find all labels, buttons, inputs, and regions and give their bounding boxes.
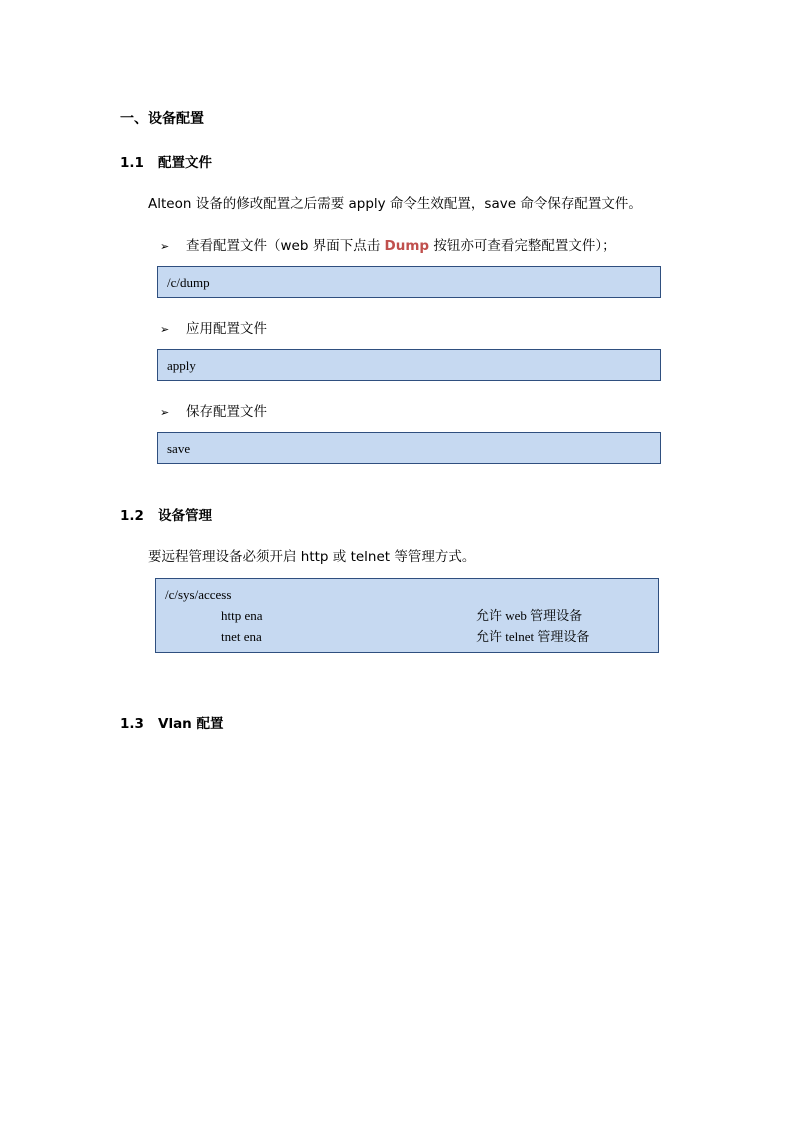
bullet-text: 应用配置文件 — [186, 321, 267, 337]
section-number: 1.1 — [120, 155, 144, 171]
code-comment: 允许 telnet 管理设备 — [476, 629, 590, 644]
bullet-suffix: 按钮亦可查看完整配置文件）； — [429, 238, 616, 254]
code-comment: 允许 web 管理设备 — [476, 608, 583, 623]
bullet-save-config — [160, 400, 267, 420]
arrow-bullet-icon: ➢ — [160, 406, 170, 419]
arrow-bullet-icon: ➢ — [160, 240, 170, 253]
section-title: Vlan 配置 — [158, 716, 224, 732]
code-box-apply — [157, 349, 661, 381]
bullet-view-config — [160, 234, 616, 254]
code-box-save — [157, 432, 661, 464]
section-number: 1.3 — [120, 716, 144, 732]
arrow-bullet-icon: ➢ — [160, 323, 170, 336]
intro-paragraph-1-2: 要远程管理设备必须开启 http 或 telnet 等管理方式。 — [148, 549, 476, 565]
section-title: 设备管理 — [158, 508, 212, 524]
code-line: apply — [167, 358, 196, 373]
dump-keyword: Dump — [384, 238, 430, 254]
section-1-2-heading — [120, 504, 212, 524]
code-path: /c/sys/access — [165, 587, 232, 602]
bullet-text: 保存配置文件 — [186, 404, 267, 420]
section-number: 1.2 — [120, 508, 144, 524]
heading-device-config: 一、设备配置 — [120, 111, 204, 127]
bullet-apply-config — [160, 317, 267, 337]
code-line: /c/dump — [167, 275, 210, 290]
section-1-3-heading — [120, 712, 224, 732]
code-line: save — [167, 441, 191, 456]
code-line-telnet — [165, 626, 658, 647]
section-title: 配置文件 — [158, 155, 212, 171]
code-command: tnet ena — [221, 629, 262, 644]
bullet-prefix: 查看配置文件（web 界面下点击 — [186, 238, 385, 254]
code-line-http — [165, 605, 658, 626]
intro-paragraph-1-1: Alteon 设备的修改配置之后需要 apply 命令生效配置，save 命令保存配置文件。 — [148, 196, 642, 212]
section-1-1-heading — [120, 151, 212, 171]
code-command: http ena — [221, 608, 263, 623]
code-box-dump — [157, 266, 661, 298]
code-box-access — [155, 578, 659, 653]
